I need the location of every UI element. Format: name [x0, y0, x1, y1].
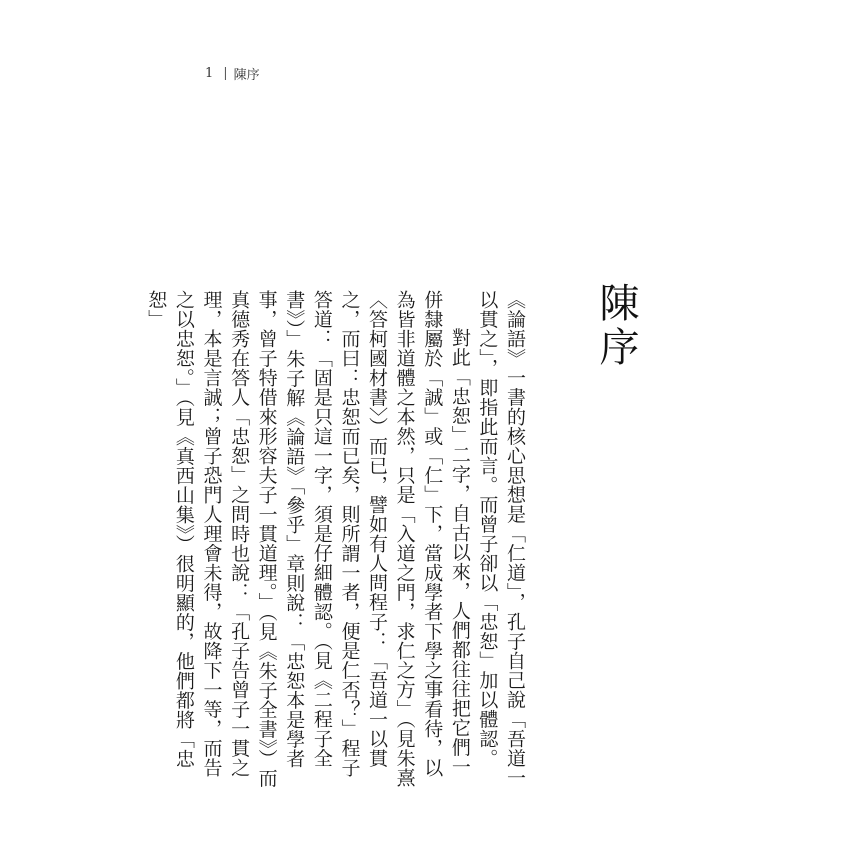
paragraph-1: 《論語》一書的核心思想是「仁道」，孔子自己說「吾道一以貫之」，即指此而言。而曾子卻以「忠恕」加以體認。: [476, 290, 526, 788]
chapter-title: 陳序: [593, 282, 639, 370]
page-number: 1: [205, 66, 214, 81]
header-section-title: 陳序: [233, 68, 260, 83]
paragraph-2: 對此「忠恕」二字，自古以來，人們都往往把它們一併隸屬於「誠」或「仁」下，當成學者下學之事看待，以為皆非道體之本然，只是「入道之門，求仁之方」（見朱熹〈答柯國材書〉）而已，譬如有人問程子：「吾道一以貫之，而曰：忠恕而已矣，則所謂一者，便是仁否？」程子答道：「固是只這一字，須是仔細體認。（見《二程子全書》）」朱子解《論語》「參乎」章則說：「忠恕本是學者事，曾子特借來形容夫子一貫道理。」（見《朱子全書》）而真德秀在答人「忠恕」之問時也說：「孔子告曾子一貫之理，本是言誠；曾子恐門人理會未得，故降下一等，而告之以忠恕。」（見《真西山集》）很明顯的，他們都將「忠恕」: [145, 290, 471, 788]
body-text: [145, 290, 528, 795]
running-header: [205, 64, 260, 83]
header-separator: |: [223, 66, 228, 81]
